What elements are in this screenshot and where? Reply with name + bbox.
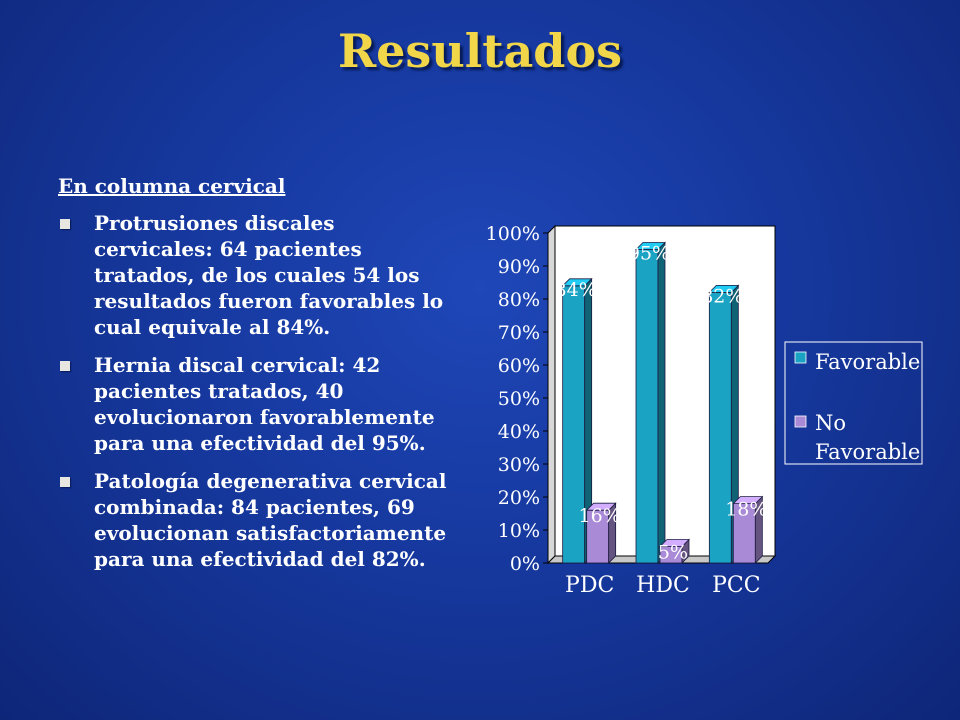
legend-label: Favorable [815, 440, 921, 464]
bar-side [658, 243, 665, 564]
y-tick-label: 90% [497, 256, 540, 278]
x-tick-label: HDC [636, 573, 690, 598]
bar-favorable [709, 292, 731, 563]
legend-label: No [815, 411, 847, 435]
bullet-text: Protrusiones discales cervicales: 64 pacientes tratados, de los cuales 54 los resultados fueron favorables lo cual equivale al 84%. [94, 211, 444, 339]
y-tick-label: 60% [497, 355, 540, 377]
slide-title: Resultados [337, 24, 623, 78]
y-tick-label: 20% [497, 487, 540, 509]
data-label: 16% [578, 505, 621, 528]
slide-subtitle: En columna cervical [58, 174, 286, 198]
data-label: 95% [627, 242, 671, 265]
y-tick-label: 0% [509, 553, 540, 575]
y-tick-label: 70% [497, 322, 540, 344]
y-tick-label: 80% [497, 289, 540, 311]
plot-side-wall [548, 226, 555, 563]
y-tick-label: 50% [497, 388, 540, 410]
y-tick-label: 40% [497, 421, 540, 443]
y-tick-label: 100% [485, 223, 540, 245]
bar-favorable [636, 250, 658, 564]
legend-swatch [795, 352, 806, 363]
bullet-text: Hernia discal cervical: 42 pacientes tratados, 40 evolucionaron favorablemente para una efectividad del 95%. [94, 353, 435, 455]
legend-label: Favorable [815, 350, 921, 374]
bullet-text: Patología degenerativa cervical combinada: 84 pacientes, 69 evolucionan satisfactoriamente para una efectividad del 82%. [94, 469, 447, 571]
y-tick-label: 10% [497, 520, 540, 542]
data-label: 18% [725, 498, 768, 521]
x-tick-label: PDC [565, 573, 615, 598]
legend-swatch [795, 416, 806, 427]
x-tick-label: PCC [712, 573, 761, 598]
data-label: 84% [554, 278, 597, 301]
data-label: 5% [657, 541, 689, 564]
y-tick-label: 30% [497, 454, 540, 476]
data-label: 82% [701, 285, 744, 308]
